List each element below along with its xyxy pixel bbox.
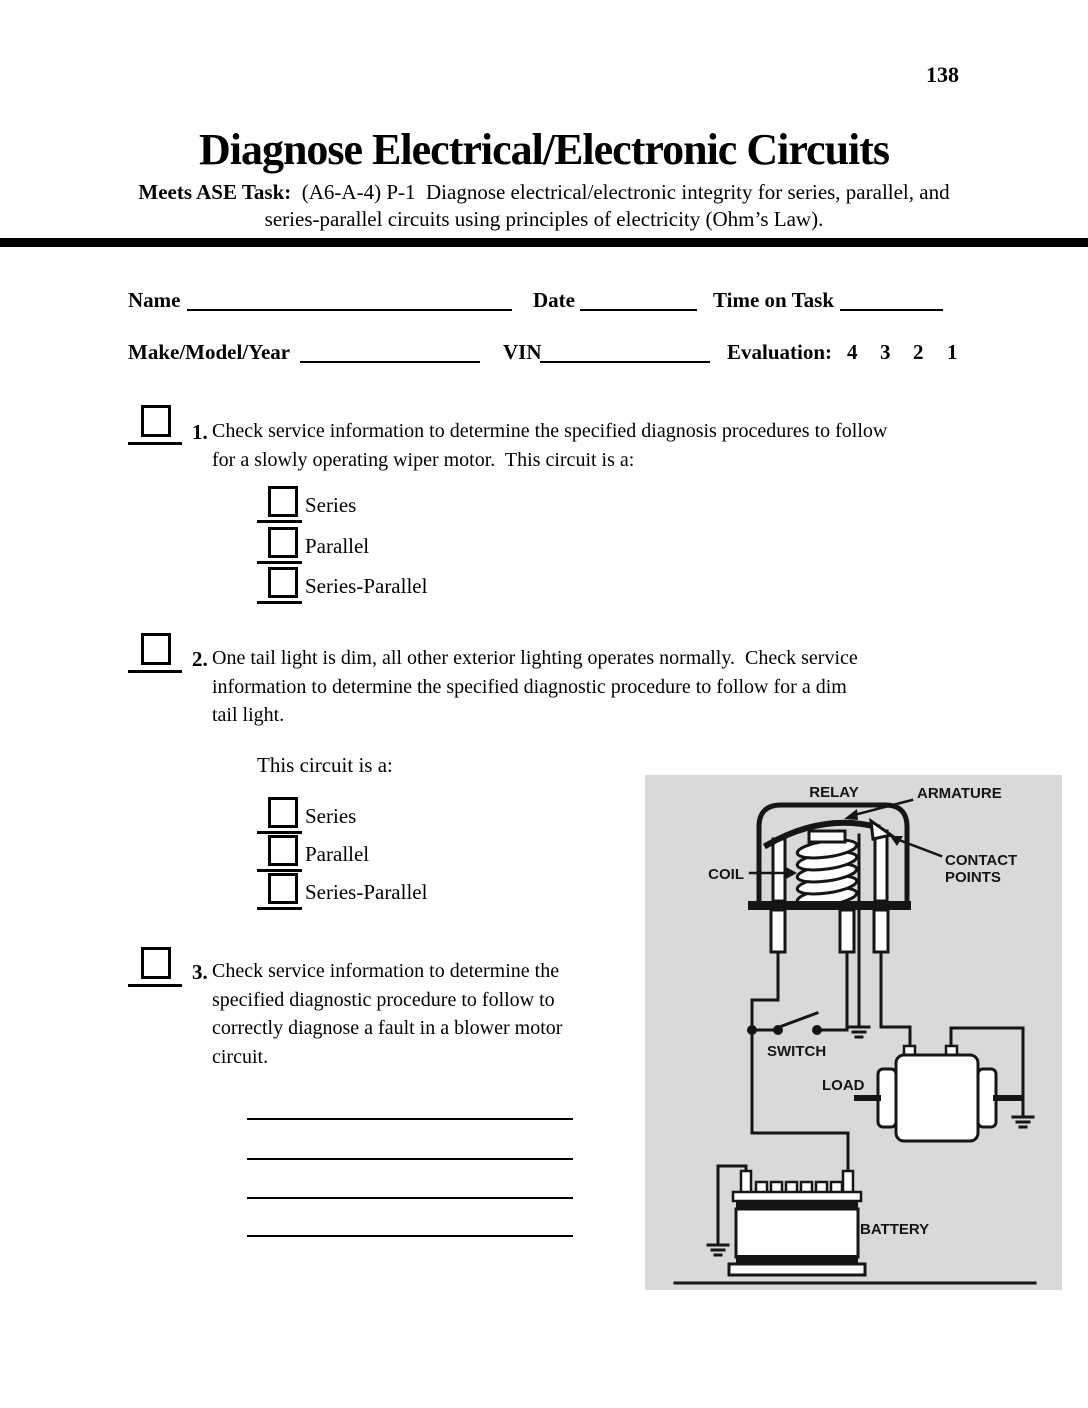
option-label: Series	[305, 493, 357, 517]
option-checkbox[interactable]	[268, 567, 298, 598]
checkbox-underline	[128, 442, 182, 445]
question2-task-checkbox[interactable]	[128, 633, 182, 673]
question3-answer-line-1[interactable]	[247, 1116, 573, 1120]
option-checkbox[interactable]	[268, 873, 298, 904]
coil-winding	[796, 831, 858, 909]
question2-option-parallel[interactable]	[257, 835, 517, 877]
load-motor-symbol	[857, 1046, 1019, 1141]
question1-option-series[interactable]	[257, 486, 517, 528]
option-label: Series-Parallel	[305, 880, 428, 904]
question2-option-series-parallel[interactable]	[257, 873, 517, 915]
relay-base	[748, 901, 911, 952]
ase-task-label: Meets ASE Task:	[138, 180, 292, 204]
option-underline	[257, 561, 302, 564]
checkbox-underline	[128, 670, 182, 673]
evaluation-score-1[interactable]: 1	[947, 340, 958, 364]
ase-task-line1	[0, 180, 1088, 205]
question1-text	[212, 417, 887, 474]
contact-points-label-line2: POINTS	[945, 869, 1001, 886]
question1-line2: for a slowly operating wiper motor. This circuit is a:	[212, 448, 635, 471]
option-label: Parallel	[305, 842, 370, 866]
option-underline	[257, 831, 302, 834]
relay-circuit-figure	[645, 775, 1062, 1290]
relay-circuit-diagram	[645, 775, 1062, 1290]
question3-number: 3.	[192, 960, 208, 984]
date-field-line[interactable]	[580, 289, 697, 311]
question2-line1: One tail light is dim, all other exterior lighting operates normally. Check service	[212, 647, 858, 669]
question3-task-checkbox[interactable]	[128, 947, 182, 987]
checkbox-box[interactable]	[141, 633, 171, 665]
date-label: Date	[533, 288, 575, 312]
question2-number: 2.	[192, 647, 208, 671]
option-underline	[257, 907, 302, 910]
load-label: LOAD	[822, 1077, 865, 1094]
ase-task-line2: series-parallel circuits using principles of electricity (Ohm’s Law).	[264, 207, 824, 231]
evaluation-score-4[interactable]: 4	[847, 340, 858, 364]
vin-label: VIN	[503, 340, 542, 364]
question2-line3: tail light.	[212, 704, 285, 726]
option-checkbox[interactable]	[268, 835, 298, 866]
ground-symbol-load	[1013, 1117, 1033, 1127]
switch-label: SWITCH	[767, 1043, 827, 1060]
coil-label: COIL	[708, 866, 744, 883]
question3-answer-line-3[interactable]	[247, 1195, 573, 1199]
relay-label: RELAY	[809, 784, 859, 801]
question1-number: 1.	[192, 420, 208, 444]
vin-field-line[interactable]	[540, 341, 710, 363]
question3-line4: circuit.	[212, 1045, 269, 1068]
make-model-year-field-line[interactable]	[300, 341, 480, 363]
evaluation-score-2[interactable]: 2	[913, 340, 924, 364]
checkbox-box[interactable]	[141, 947, 171, 979]
option-checkbox[interactable]	[268, 486, 298, 517]
evaluation-score-3[interactable]: 3	[880, 340, 891, 364]
ground-symbol-coil	[849, 1027, 869, 1037]
question3-text	[212, 957, 562, 1071]
name-label: Name	[128, 288, 181, 312]
checkbox-underline	[128, 984, 182, 987]
checkbox-box[interactable]	[141, 405, 171, 437]
name-field-line[interactable]	[187, 289, 512, 311]
question2-prompt: This circuit is a:	[257, 753, 393, 777]
battery-symbol	[729, 1171, 865, 1275]
question1-task-checkbox[interactable]	[128, 405, 182, 445]
option-underline	[257, 520, 302, 523]
switch-symbol	[747, 1013, 822, 1035]
contact-points-label-line1: CONTACT	[945, 852, 1018, 869]
question1-line1: Check service information to determine the specified diagnosis procedures to follow	[212, 420, 888, 442]
coil-arrowhead	[786, 867, 797, 879]
evaluation-label: Evaluation:	[727, 340, 833, 364]
question3-line3: correctly diagnose a fault in a blower motor	[212, 1017, 563, 1039]
question1-option-parallel[interactable]	[257, 527, 517, 569]
option-checkbox[interactable]	[268, 797, 298, 828]
armature-arrowhead	[844, 809, 858, 820]
make-model-year-label: Make/Model/Year	[128, 340, 291, 364]
armature-label: ARMATURE	[917, 785, 1002, 802]
time-on-task-field-line[interactable]	[840, 289, 943, 311]
battery-label: BATTERY	[860, 1221, 930, 1238]
question2-text	[212, 644, 858, 730]
question1-option-series-parallel[interactable]	[257, 567, 517, 609]
page-title: Diagnose Electrical/Electronic Circuits	[198, 125, 890, 174]
ground-symbol-battery	[708, 1245, 728, 1255]
ase-task-text: (A6-A-4) P-1 Diagnose electrical/electronic integrity for series, parallel, and	[291, 180, 950, 204]
question3-line1: Check service information to determine the	[212, 960, 560, 982]
option-underline	[257, 869, 302, 872]
question2-option-series[interactable]	[257, 797, 517, 839]
question3-line2: specified diagnostic procedure to follow to	[212, 988, 555, 1011]
option-label: Parallel	[305, 534, 370, 558]
option-label: Series-Parallel	[305, 574, 428, 598]
page-number: 138	[926, 62, 959, 87]
option-label: Series	[305, 804, 357, 828]
option-checkbox[interactable]	[268, 527, 298, 558]
time-on-task-label: Time on Task	[713, 288, 835, 312]
header-divider	[0, 238, 1088, 247]
question2-line2: information to determine the specified diagnostic procedure to follow for a dim	[212, 675, 847, 698]
option-underline	[257, 601, 302, 604]
question3-answer-line-4[interactable]	[247, 1233, 573, 1237]
question3-answer-line-2[interactable]	[247, 1156, 573, 1160]
